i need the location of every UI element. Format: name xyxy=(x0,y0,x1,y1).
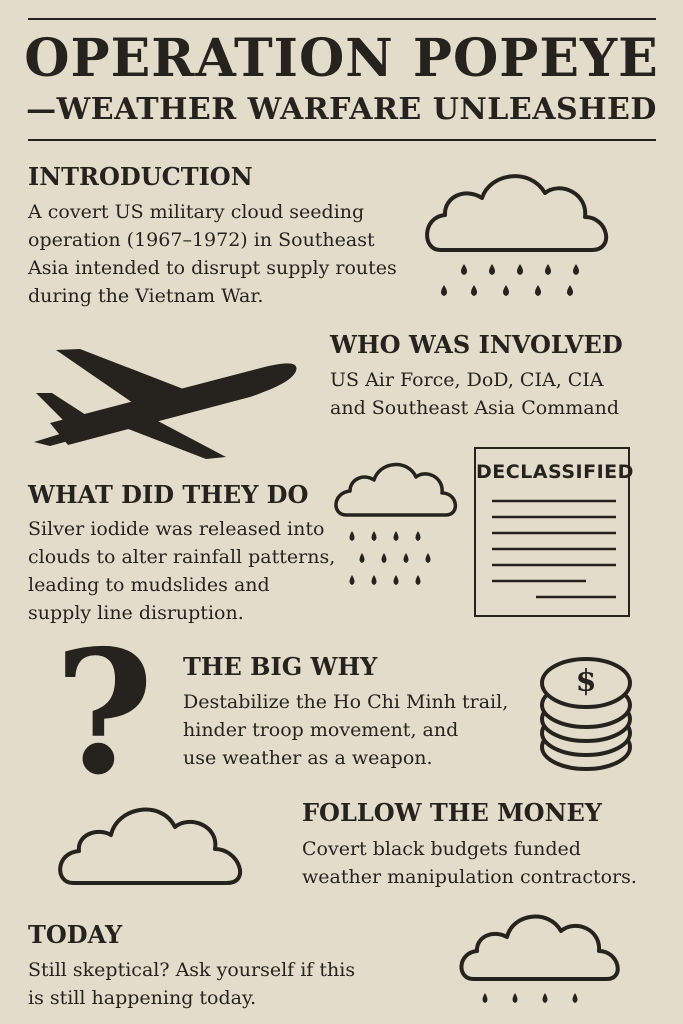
page-subtitle: —WEATHER WARFARE UNLEASHED xyxy=(26,92,657,127)
rain-cloud-icon xyxy=(455,905,630,1010)
header-rule xyxy=(28,139,656,141)
what-body: Silver iodide was released into clouds to alter rainfall patterns, leading to mudslides and supply line disruption. xyxy=(28,518,336,624)
coin-dollar-symbol: $ xyxy=(575,664,597,699)
top-rule xyxy=(28,18,656,20)
today-heading: TODAY xyxy=(28,920,123,949)
who-heading: WHO WAS INVOLVED xyxy=(330,330,623,359)
why-body: Destabilize the Ho Chi Minh trail, hinder troop movement, and use weather as a weapon. xyxy=(183,691,509,769)
money-heading: FOLLOW THE MONEY xyxy=(302,798,602,827)
introduction-body: A covert US military cloud seeding operation (1967–1972) in Southeast Asia intended to disrupt supply routes during the Vietnam War. xyxy=(28,201,397,307)
page-title: OPERATION POPEYE xyxy=(24,28,659,89)
question-mark-icon: ? xyxy=(54,613,154,813)
declassified-document-icon xyxy=(474,447,634,617)
introduction-heading: INTRODUCTION xyxy=(28,162,253,191)
money-body: Covert black budgets funded weather manipulation contractors. xyxy=(302,838,637,888)
rain-cloud-icon xyxy=(332,455,462,595)
document-lines xyxy=(476,449,632,619)
cloud-icon xyxy=(55,795,255,890)
rain-cloud-icon xyxy=(420,165,625,305)
declassified-label: DECLASSIFIED xyxy=(476,461,634,483)
airplane-icon xyxy=(28,345,303,460)
today-body: Still skeptical? Ask yourself if this is still happening today. xyxy=(28,959,356,1009)
why-heading: THE BIG WHY xyxy=(183,652,378,681)
who-body: US Air Force, DoD, CIA, CIA and Southeast Asia Command xyxy=(330,369,619,419)
what-heading: WHAT DID THEY DO xyxy=(28,480,309,509)
